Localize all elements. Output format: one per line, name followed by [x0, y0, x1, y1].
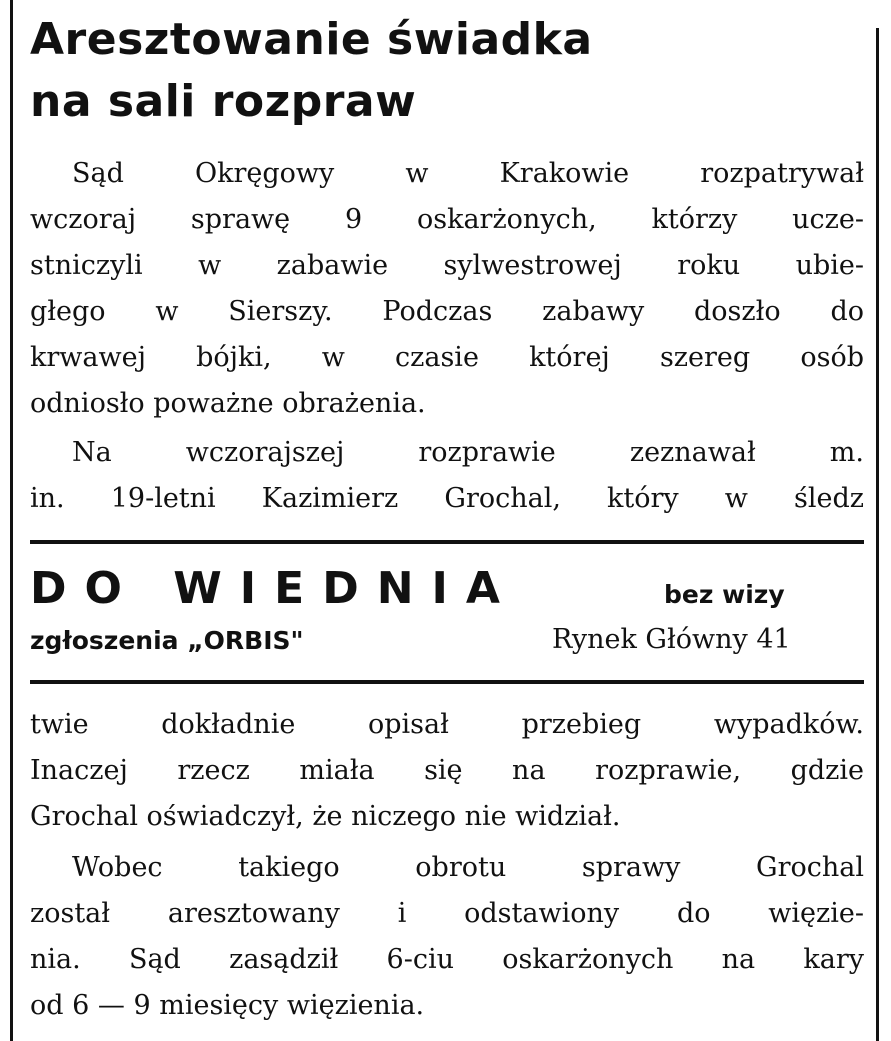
headline-line-1: Aresztowanie świadka — [30, 14, 593, 65]
text-line: został aresztowany i odstawiony do więzie- — [30, 898, 864, 929]
text-line: od 6 — 9 miesięcy więzienia. — [30, 990, 425, 1021]
text-line: Inaczej rzecz miała się na rozprawie, gdzie — [30, 755, 864, 786]
text-line: wczoraj sprawę 9 oskarżonych, którzy ucze- — [30, 204, 864, 235]
text-line: Wobec takiego obrotu sprawy Grochal — [72, 852, 864, 883]
ad-subline: bez wizy — [664, 580, 785, 609]
divider-rule-top — [30, 540, 864, 544]
text-line: twie dokładnie opisał przebieg wypadków. — [30, 709, 864, 740]
text-line: stniczyli w zabawie sylwestrowej roku ubie- — [30, 250, 864, 281]
right-border — [876, 28, 879, 1041]
ad-headline: DO WIEDNIA — [30, 563, 518, 614]
text-line: głego w Sierszy. Podczas zabawy doszło do — [30, 296, 864, 327]
headline-line-2: na sali rozpraw — [30, 76, 417, 127]
text-line: Sąd Okręgowy w Krakowie rozpatrywał — [72, 158, 864, 189]
text-line: Na wczorajszej rozprawie zeznawał m. — [72, 437, 864, 468]
ad-address: Rynek Główny 41 — [552, 624, 791, 655]
left-border — [10, 0, 13, 1041]
text-line: in. 19-letni Kazimierz Grochal, który w śledz — [30, 483, 864, 514]
ad-contact-label: zgłoszenia „ORBIS" — [30, 626, 304, 655]
divider-rule-bottom — [30, 680, 864, 684]
text-line: krwawej bójki, w czasie której szereg osób — [30, 342, 864, 373]
text-line: Grochal oświadczył, że niczego nie widział. — [30, 801, 621, 832]
text-line: odniosło poważne obrażenia. — [30, 388, 426, 419]
text-line: nia. Sąd zasądził 6-ciu oskarżonych na kary — [30, 944, 864, 975]
